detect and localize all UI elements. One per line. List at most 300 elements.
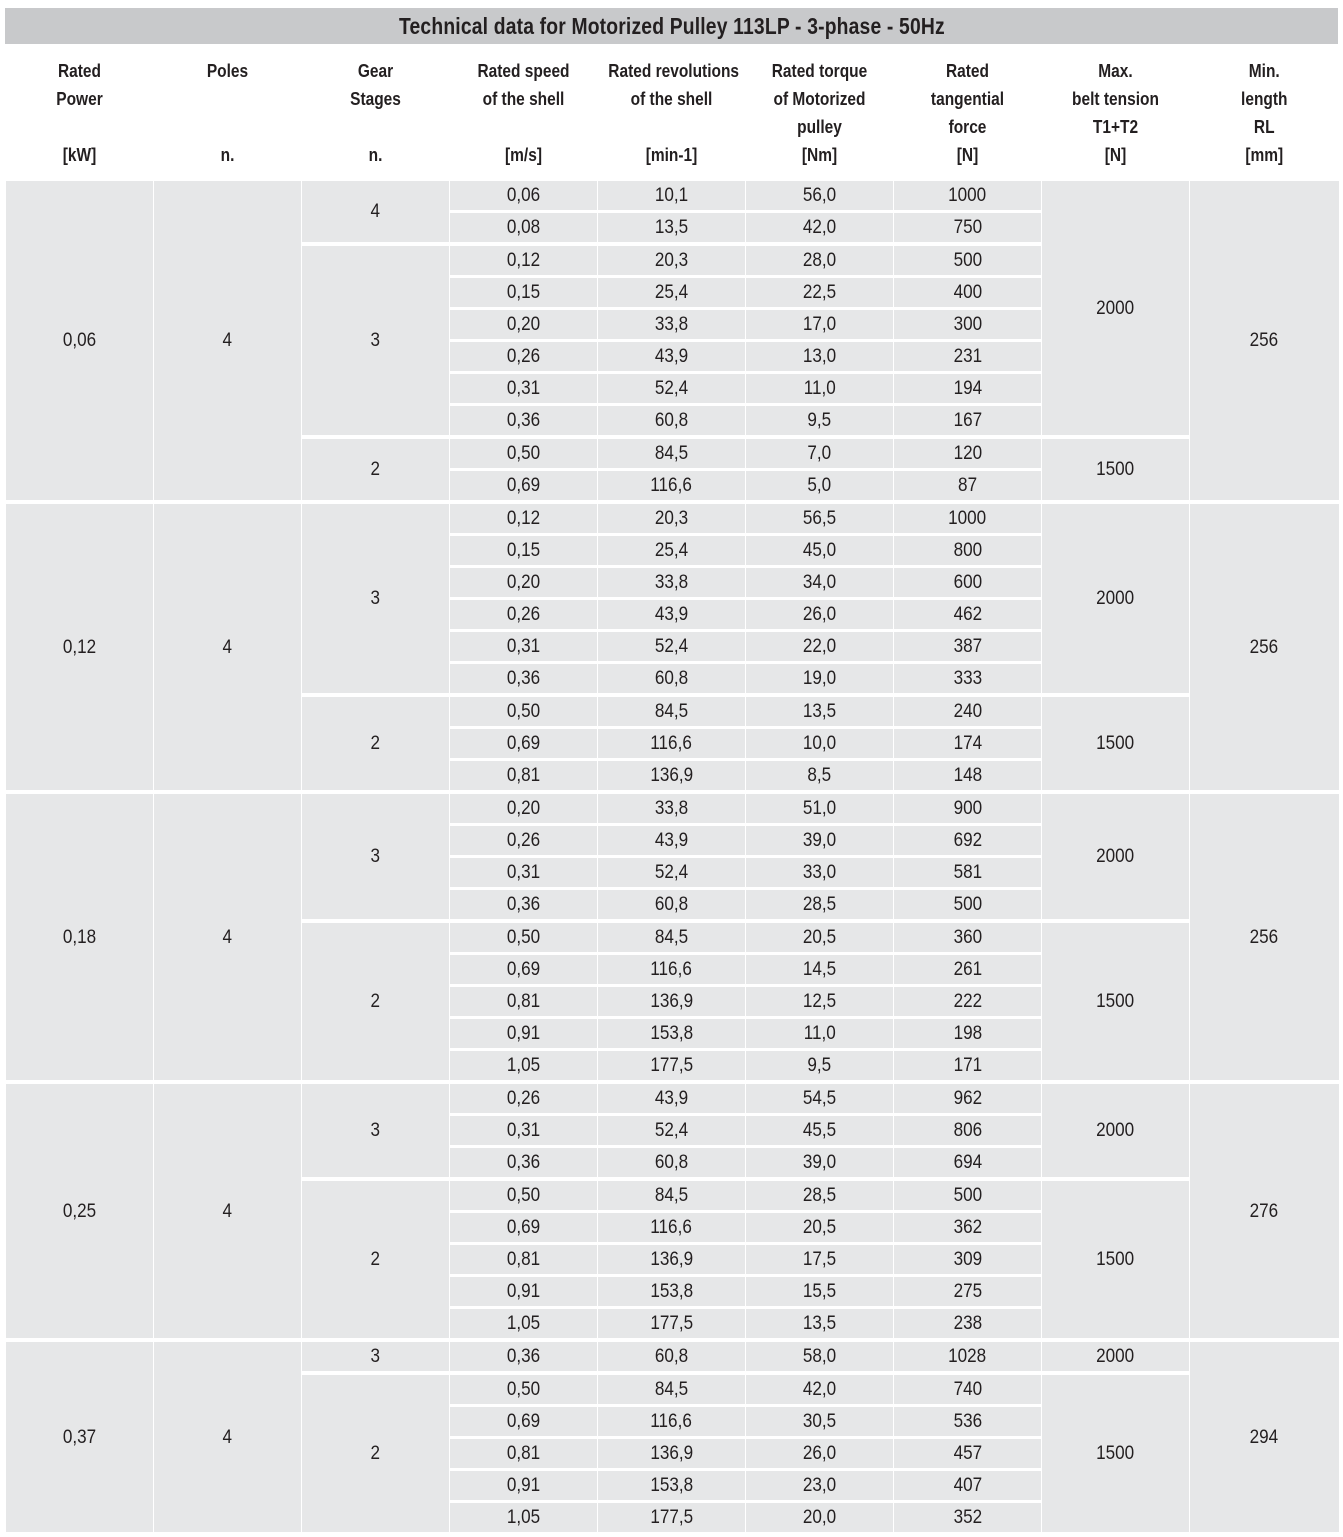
revolutions-cell-value: 116,6 xyxy=(650,959,693,980)
revolutions-cell xyxy=(598,728,746,760)
torque-cell-value: 22,0 xyxy=(802,636,837,657)
column-header-line: [min-1] xyxy=(645,145,698,165)
column-header-line: pulley xyxy=(797,117,842,137)
force-cell xyxy=(894,1115,1042,1147)
speed-cell xyxy=(450,792,598,825)
gear-stages-cell xyxy=(302,502,450,695)
column-header xyxy=(1190,55,1339,181)
speed-cell-value: 0,50 xyxy=(506,1185,541,1206)
revolutions-cell xyxy=(598,1115,746,1147)
torque-cell xyxy=(746,1179,894,1212)
torque-cell xyxy=(746,792,894,825)
force-cell-value: 407 xyxy=(953,1475,982,1496)
speed-cell xyxy=(450,567,598,599)
speed-cell-value: 0,20 xyxy=(506,314,541,335)
force-cell-value: 692 xyxy=(953,830,982,851)
poles-cell xyxy=(154,792,302,1082)
revolutions-cell xyxy=(598,1082,746,1115)
force-cell xyxy=(894,1082,1042,1115)
speed-cell xyxy=(450,1147,598,1180)
belt-tension-cell-value: 1500 xyxy=(1096,991,1135,1012)
revolutions-cell-value: 25,4 xyxy=(654,540,689,561)
rated-power-cell xyxy=(6,792,154,1082)
speed-cell-value: 1,05 xyxy=(506,1507,541,1528)
gear-stages-cell xyxy=(302,1179,450,1340)
force-cell xyxy=(894,1502,1042,1533)
force-cell xyxy=(894,309,1042,341)
force-cell xyxy=(894,728,1042,760)
force-cell xyxy=(894,535,1042,567)
torque-cell-value: 8,5 xyxy=(807,765,832,786)
revolutions-cell-value: 116,6 xyxy=(650,1217,693,1238)
column-header xyxy=(598,55,746,181)
torque-cell-value: 42,0 xyxy=(802,217,837,238)
revolutions-cell xyxy=(598,1308,746,1341)
torque-cell-value: 42,0 xyxy=(802,1379,837,1400)
table-title-bar xyxy=(5,8,1338,44)
torque-cell xyxy=(746,1470,894,1502)
gear-stages-cell-value: 2 xyxy=(370,1249,381,1270)
revolutions-cell-value: 43,9 xyxy=(654,830,689,851)
speed-cell-value: 0,31 xyxy=(506,636,541,657)
torque-cell xyxy=(746,1308,894,1341)
speed-cell xyxy=(450,535,598,567)
force-cell xyxy=(894,1276,1042,1308)
torque-cell xyxy=(746,857,894,889)
speed-cell xyxy=(450,954,598,986)
force-cell-value: 800 xyxy=(953,540,982,561)
revolutions-cell-value: 33,8 xyxy=(654,314,689,335)
revolutions-cell xyxy=(598,792,746,825)
torque-cell-value: 58,0 xyxy=(802,1346,837,1367)
column-header-line: [mm] xyxy=(1245,145,1284,165)
torque-cell-value: 20,5 xyxy=(802,927,837,948)
torque-cell-value: 14,5 xyxy=(802,959,837,980)
belt-tension-cell-value: 1500 xyxy=(1096,1443,1135,1464)
poles-cell-value: 4 xyxy=(222,636,233,658)
belt-tension-cell xyxy=(1042,1179,1190,1340)
revolutions-cell-value: 52,4 xyxy=(654,636,689,657)
column-header-line: Rated revolutions xyxy=(608,61,740,81)
speed-cell xyxy=(450,1018,598,1050)
force-cell-value: 120 xyxy=(953,443,982,464)
revolutions-cell xyxy=(598,1179,746,1212)
speed-cell-value: 0,12 xyxy=(506,250,541,271)
torque-cell xyxy=(746,341,894,373)
speed-cell xyxy=(450,470,598,503)
speed-cell-value: 0,20 xyxy=(506,572,541,593)
force-cell-value: 333 xyxy=(953,668,982,689)
speed-cell-value: 0,26 xyxy=(506,1088,541,1109)
speed-cell xyxy=(450,212,598,245)
revolutions-cell-value: 52,4 xyxy=(654,862,689,883)
force-cell xyxy=(894,567,1042,599)
gear-stages-cell xyxy=(302,695,450,792)
torque-cell-value: 11,0 xyxy=(803,1023,836,1044)
torque-cell xyxy=(746,825,894,857)
force-cell-value: 171 xyxy=(953,1055,982,1076)
speed-cell xyxy=(450,1308,598,1341)
force-cell xyxy=(894,760,1042,793)
force-cell-value: 500 xyxy=(953,250,982,271)
force-cell-value: 167 xyxy=(953,410,982,431)
force-cell xyxy=(894,1050,1042,1083)
gear-stages-cell xyxy=(302,244,450,437)
belt-tension-cell-value: 2000 xyxy=(1096,588,1135,609)
torque-cell xyxy=(746,954,894,986)
speed-cell xyxy=(450,825,598,857)
force-cell xyxy=(894,1470,1042,1502)
revolutions-cell-value: 136,9 xyxy=(650,991,693,1012)
torque-cell xyxy=(746,599,894,631)
speed-cell xyxy=(450,1502,598,1533)
force-cell xyxy=(894,502,1042,535)
belt-tension-cell xyxy=(1042,792,1190,921)
force-cell xyxy=(894,1340,1042,1373)
column-header-line xyxy=(312,113,438,141)
table-row xyxy=(6,792,1339,825)
speed-cell-value: 0,69 xyxy=(506,959,541,980)
poles-cell xyxy=(154,1082,302,1340)
torque-cell-value: 34,0 xyxy=(802,572,837,593)
torque-cell-value: 33,0 xyxy=(802,862,837,883)
revolutions-cell xyxy=(598,567,746,599)
gear-stages-cell xyxy=(302,181,450,244)
column-header-line: Poles xyxy=(206,61,249,81)
gear-stages-cell-value: 3 xyxy=(370,588,381,609)
speed-cell-value: 0,26 xyxy=(506,604,541,625)
revolutions-cell xyxy=(598,695,746,728)
torque-cell xyxy=(746,405,894,438)
force-cell-value: 387 xyxy=(953,636,982,657)
force-cell-value: 261 xyxy=(953,959,982,980)
force-cell-value: 198 xyxy=(953,1023,982,1044)
force-cell xyxy=(894,599,1042,631)
revolutions-cell-value: 33,8 xyxy=(654,572,689,593)
revolutions-cell xyxy=(598,277,746,309)
torque-cell xyxy=(746,181,894,212)
revolutions-cell-value: 153,8 xyxy=(650,1023,693,1044)
revolutions-cell-value: 60,8 xyxy=(654,410,689,431)
force-cell xyxy=(894,921,1042,954)
rated-power-cell-value: 0,06 xyxy=(62,330,97,351)
revolutions-cell xyxy=(598,1244,746,1276)
force-cell xyxy=(894,631,1042,663)
gear-stages-cell xyxy=(302,1373,450,1532)
column-header-line: Gear xyxy=(357,61,394,81)
torque-cell-value: 26,0 xyxy=(802,604,837,625)
torque-cell-value: 5,0 xyxy=(807,475,832,496)
revolutions-cell xyxy=(598,889,746,922)
torque-cell xyxy=(746,1502,894,1533)
speed-cell-value: 0,31 xyxy=(506,862,541,883)
column-header-line xyxy=(460,113,586,141)
speed-cell xyxy=(450,1438,598,1470)
torque-cell-value: 56,5 xyxy=(802,508,837,529)
torque-cell xyxy=(746,244,894,277)
revolutions-cell xyxy=(598,1502,746,1533)
data-sheet xyxy=(5,8,1338,1532)
torque-cell xyxy=(746,1276,894,1308)
rated-power-cell xyxy=(6,181,154,502)
revolutions-cell-value: 84,5 xyxy=(654,1185,689,1206)
table-row xyxy=(6,1340,1339,1373)
torque-cell-value: 22,5 xyxy=(802,282,837,303)
torque-cell xyxy=(746,277,894,309)
speed-cell-value: 1,05 xyxy=(506,1313,541,1334)
revolutions-cell xyxy=(598,341,746,373)
force-cell-value: 400 xyxy=(953,282,982,303)
revolutions-cell-value: 60,8 xyxy=(654,894,689,915)
torque-cell-value: 30,5 xyxy=(802,1411,837,1432)
speed-cell xyxy=(450,1340,598,1373)
torque-cell-value: 51,0 xyxy=(802,798,837,819)
gear-stages-cell-value: 2 xyxy=(370,459,381,480)
column-header-line: [kW] xyxy=(62,145,97,165)
force-cell xyxy=(894,405,1042,438)
revolutions-cell xyxy=(598,825,746,857)
belt-tension-cell xyxy=(1042,1373,1190,1532)
force-cell xyxy=(894,277,1042,309)
torque-cell xyxy=(746,631,894,663)
force-cell-value: 352 xyxy=(953,1507,982,1528)
force-cell-value: 500 xyxy=(953,894,982,915)
gear-stages-cell-value: 3 xyxy=(370,330,381,351)
revolutions-cell xyxy=(598,1373,746,1406)
revolutions-cell-value: 60,8 xyxy=(654,1346,689,1367)
torque-cell-value: 23,0 xyxy=(802,1475,837,1496)
column-header xyxy=(746,55,894,181)
revolutions-cell-value: 84,5 xyxy=(654,701,689,722)
torque-cell-value: 9,5 xyxy=(807,410,832,431)
column-header-line: RL xyxy=(1253,117,1275,137)
force-cell-value: 750 xyxy=(953,217,982,238)
revolutions-cell-value: 25,4 xyxy=(654,282,689,303)
speed-cell-value: 0,69 xyxy=(506,475,541,496)
torque-cell-value: 12,5 xyxy=(802,991,837,1012)
force-cell xyxy=(894,373,1042,405)
force-cell-value: 231 xyxy=(953,346,982,367)
column-header-line: n. xyxy=(220,145,235,165)
speed-cell-value: 0,69 xyxy=(506,733,541,754)
speed-cell-value: 0,81 xyxy=(506,991,541,1012)
gear-stages-cell xyxy=(302,1082,450,1179)
speed-cell-value: 0,31 xyxy=(506,1120,541,1141)
force-cell-value: 581 xyxy=(953,862,982,883)
gear-stages-cell-value: 2 xyxy=(370,991,381,1012)
table-title: Technical data for Motorized Pulley 113LP - 3-phase - 50Hz xyxy=(398,12,945,39)
torque-cell xyxy=(746,986,894,1018)
force-cell-value: 240 xyxy=(953,701,982,722)
speed-cell xyxy=(450,373,598,405)
column-header-line: of the shell xyxy=(482,89,565,109)
torque-cell xyxy=(746,212,894,245)
force-cell xyxy=(894,663,1042,696)
force-cell-value: 457 xyxy=(953,1443,982,1464)
gear-stages-cell-value: 3 xyxy=(370,846,381,867)
poles-cell xyxy=(154,502,302,792)
revolutions-cell xyxy=(598,954,746,986)
torque-cell xyxy=(746,1115,894,1147)
speed-cell-value: 0,15 xyxy=(506,540,541,561)
torque-cell xyxy=(746,695,894,728)
speed-cell xyxy=(450,1179,598,1212)
speed-cell-value: 0,50 xyxy=(506,701,541,722)
min-length-cell-value: 256 xyxy=(1249,636,1279,658)
poles-cell-value: 4 xyxy=(222,1426,233,1448)
force-cell-value: 1028 xyxy=(948,1346,987,1367)
speed-cell xyxy=(450,341,598,373)
revolutions-cell-value: 136,9 xyxy=(650,1443,693,1464)
torque-cell-value: 19,0 xyxy=(802,668,837,689)
revolutions-cell-value: 84,5 xyxy=(654,443,689,464)
force-cell-value: 174 xyxy=(953,733,982,754)
force-cell xyxy=(894,1308,1042,1341)
revolutions-cell xyxy=(598,1050,746,1083)
torque-cell-value: 13,5 xyxy=(802,1313,837,1334)
force-cell xyxy=(894,437,1042,470)
speed-cell-value: 0,69 xyxy=(506,1217,541,1238)
torque-cell-value: 17,5 xyxy=(802,1249,837,1270)
torque-cell xyxy=(746,567,894,599)
torque-cell-value: 13,5 xyxy=(802,701,837,722)
speed-cell-value: 0,91 xyxy=(506,1475,541,1496)
column-header-line: [N] xyxy=(956,145,979,165)
torque-cell xyxy=(746,889,894,922)
revolutions-cell xyxy=(598,1018,746,1050)
column-header xyxy=(1042,55,1190,181)
torque-cell xyxy=(746,728,894,760)
speed-cell xyxy=(450,1406,598,1438)
revolutions-cell-value: 33,8 xyxy=(654,798,689,819)
belt-tension-cell-value: 1500 xyxy=(1096,1249,1135,1270)
column-header-line: T1+T2 xyxy=(1092,117,1139,137)
belt-tension-cell-value: 2000 xyxy=(1096,1346,1135,1367)
poles-cell-value: 4 xyxy=(222,926,233,948)
rated-power-cell-value: 0,25 xyxy=(62,1200,97,1222)
column-header-line: n. xyxy=(368,145,383,165)
force-cell-value: 148 xyxy=(953,765,982,786)
column-header-line: [N] xyxy=(1104,145,1127,165)
torque-cell xyxy=(746,470,894,503)
force-cell-value: 900 xyxy=(953,798,982,819)
table-row xyxy=(6,1082,1339,1115)
speed-cell-value: 0,36 xyxy=(506,894,541,915)
force-cell xyxy=(894,986,1042,1018)
force-cell xyxy=(894,1406,1042,1438)
speed-cell-value: 0,36 xyxy=(506,410,541,431)
column-header-line: length xyxy=(1241,89,1288,109)
revolutions-cell xyxy=(598,663,746,696)
min-length-cell xyxy=(1190,792,1339,1082)
revolutions-cell-value: 136,9 xyxy=(650,765,693,786)
torque-cell-value: 45,5 xyxy=(802,1120,837,1141)
gear-stages-cell xyxy=(302,1340,450,1373)
force-cell xyxy=(894,889,1042,922)
revolutions-cell xyxy=(598,181,746,212)
gear-stages-cell-value: 3 xyxy=(370,1120,381,1141)
force-cell-value: 309 xyxy=(953,1249,982,1270)
speed-cell-value: 0,15 xyxy=(506,282,541,303)
speed-cell xyxy=(450,1276,598,1308)
revolutions-cell xyxy=(598,1340,746,1373)
torque-cell xyxy=(746,1244,894,1276)
revolutions-cell xyxy=(598,535,746,567)
torque-cell xyxy=(746,663,894,696)
force-cell xyxy=(894,470,1042,503)
column-header-line: Rated xyxy=(57,61,101,81)
revolutions-cell xyxy=(598,244,746,277)
torque-cell-value: 28,5 xyxy=(802,1185,837,1206)
torque-cell xyxy=(746,437,894,470)
torque-cell xyxy=(746,1340,894,1373)
revolutions-cell xyxy=(598,760,746,793)
force-cell xyxy=(894,1438,1042,1470)
header-row xyxy=(6,55,1339,181)
speed-cell-value: 0,26 xyxy=(506,830,541,851)
speed-cell xyxy=(450,1212,598,1244)
speed-cell-value: 0,81 xyxy=(506,1249,541,1270)
revolutions-cell xyxy=(598,1276,746,1308)
force-cell-value: 300 xyxy=(953,314,982,335)
speed-cell-value: 0,36 xyxy=(506,1346,541,1367)
force-cell-value: 962 xyxy=(953,1088,982,1109)
force-cell xyxy=(894,244,1042,277)
column-header-line: belt tension xyxy=(1072,89,1159,109)
force-cell xyxy=(894,1373,1042,1406)
revolutions-cell-value: 136,9 xyxy=(650,1249,693,1270)
torque-cell xyxy=(746,921,894,954)
force-cell-value: 536 xyxy=(953,1411,982,1432)
poles-cell-value: 4 xyxy=(222,1200,233,1222)
revolutions-cell xyxy=(598,631,746,663)
torque-cell-value: 56,0 xyxy=(802,185,837,206)
column-header xyxy=(450,55,598,181)
gear-stages-cell xyxy=(302,437,450,502)
revolutions-cell-value: 153,8 xyxy=(650,1475,693,1496)
column-header-line: Rated speed xyxy=(477,61,570,81)
speed-cell xyxy=(450,921,598,954)
torque-cell-value: 10,0 xyxy=(802,733,837,754)
belt-tension-cell-value: 1500 xyxy=(1096,459,1135,480)
speed-cell xyxy=(450,889,598,922)
force-cell-value: 238 xyxy=(953,1313,982,1334)
torque-cell xyxy=(746,502,894,535)
speed-cell xyxy=(450,502,598,535)
revolutions-cell xyxy=(598,1470,746,1502)
column-header-line xyxy=(164,85,290,113)
column-header-line: force xyxy=(948,117,987,137)
revolutions-cell xyxy=(598,1406,746,1438)
table-row xyxy=(6,502,1339,535)
revolutions-cell-value: 13,5 xyxy=(654,217,689,238)
force-cell xyxy=(894,1212,1042,1244)
table-row xyxy=(6,181,1339,212)
gear-stages-cell-value: 4 xyxy=(370,201,381,222)
force-cell xyxy=(894,212,1042,245)
revolutions-cell-value: 84,5 xyxy=(654,1379,689,1400)
torque-cell-value: 13,0 xyxy=(802,346,837,367)
belt-tension-cell xyxy=(1042,1082,1190,1179)
rated-power-cell xyxy=(6,1082,154,1340)
force-cell-value: 462 xyxy=(953,604,982,625)
gear-stages-cell xyxy=(302,921,450,1082)
column-header-line: Max. xyxy=(1098,61,1133,81)
revolutions-cell xyxy=(598,921,746,954)
force-cell xyxy=(894,792,1042,825)
torque-cell xyxy=(746,760,894,793)
belt-tension-cell xyxy=(1042,437,1190,502)
